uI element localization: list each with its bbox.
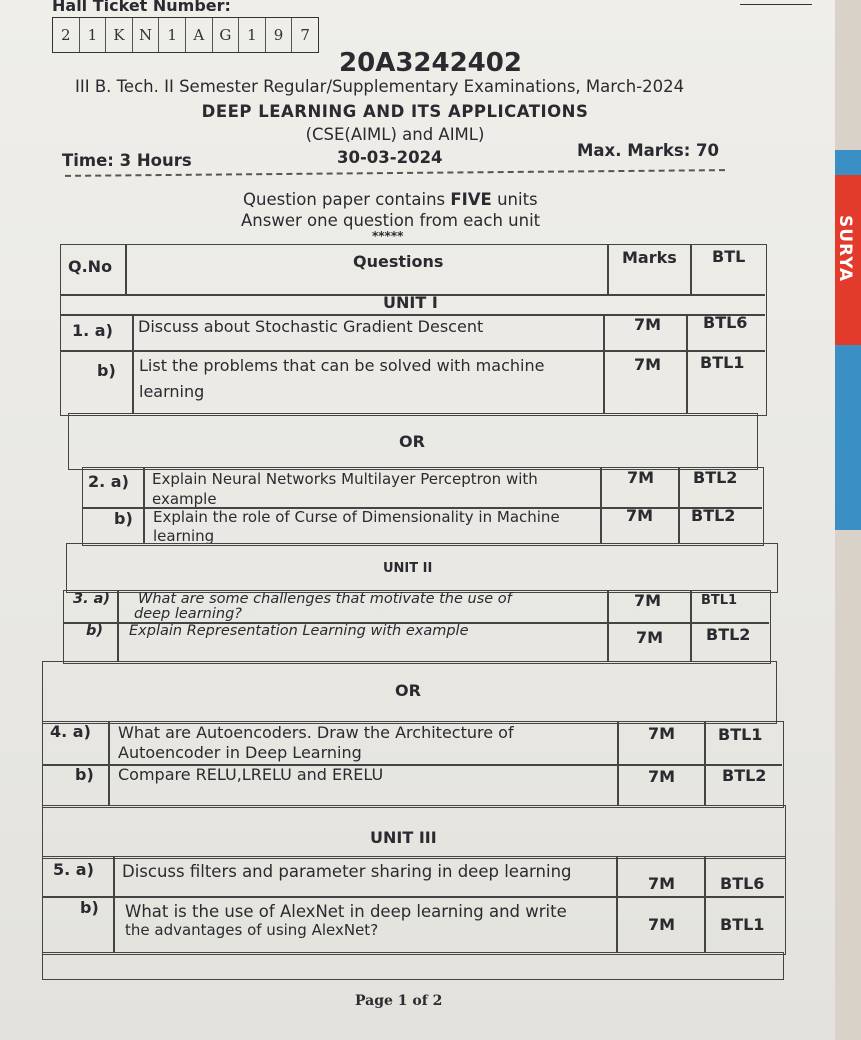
col-divider xyxy=(616,856,618,953)
question-number: 4. a) xyxy=(50,722,91,741)
page-footer: Page 1 of 2 xyxy=(355,993,443,1009)
question-text: Explain the role of Curse of Dimensionality in Machine xyxy=(153,508,560,526)
col-divider xyxy=(704,721,706,806)
question-btl: BTL2 xyxy=(722,766,767,785)
header-questions: Questions xyxy=(353,252,444,271)
or-label: OR xyxy=(395,681,421,700)
question-marks: 7M xyxy=(634,355,662,374)
col-divider xyxy=(125,244,127,294)
question-number: b) xyxy=(75,765,94,784)
col-divider xyxy=(686,314,688,414)
question-marks: 7M xyxy=(648,724,676,743)
exam-title: III B. Tech. II Semester Regular/Supplementary Examinations, March-2024 xyxy=(75,77,685,96)
question-text: Compare RELU,LRELU and ERELU xyxy=(118,765,384,784)
col-divider xyxy=(132,314,134,414)
question-text: What are some challenges that motivate the use of xyxy=(138,591,512,607)
col-divider xyxy=(607,244,609,294)
question-number: b) xyxy=(86,623,104,639)
question-marks: 7M xyxy=(648,767,676,786)
ticket-cell: 2 xyxy=(53,18,80,52)
question-btl: BTL1 xyxy=(720,915,765,934)
question-text: learning xyxy=(153,527,215,545)
question-number: b) xyxy=(97,361,116,380)
ticket-cell: 7 xyxy=(300,26,310,44)
question-marks: 7M xyxy=(627,468,655,487)
col-divider xyxy=(600,467,602,544)
exam-date: 30-03-2024 xyxy=(337,148,443,167)
unit-heading: UNIT I xyxy=(383,293,438,312)
question-text: learning xyxy=(139,382,205,401)
paper-code: 20A3242402 xyxy=(339,48,522,78)
blank-row xyxy=(42,952,784,980)
col-divider xyxy=(704,856,706,953)
question-text: What is the use of AlexNet in deep learning and write xyxy=(125,902,567,921)
unit-heading: UNIT II xyxy=(383,561,433,576)
question-text: What are Autoencoders. Draw the Architecture of xyxy=(118,723,514,742)
ticket-cell: G xyxy=(213,18,240,52)
question-text: List the problems that can be solved with machine xyxy=(139,356,545,375)
book-logo-text: SURYA xyxy=(835,215,855,283)
col-divider xyxy=(117,590,119,662)
header-qno: Q.No xyxy=(68,257,113,276)
question-marks: 7M xyxy=(648,874,676,893)
question-number: 5. a) xyxy=(53,860,94,879)
question-btl: BTL2 xyxy=(706,625,751,644)
col-divider xyxy=(607,590,609,662)
question-btl: BTL2 xyxy=(691,506,736,525)
col-divider xyxy=(603,314,605,414)
ticket-cell: 1 xyxy=(80,18,107,52)
question-text: Explain Neural Networks Multilayer Perceptron with xyxy=(152,470,538,488)
question-number: b) xyxy=(114,509,133,528)
question-marks: 7M xyxy=(626,506,654,525)
question-btl: BTL6 xyxy=(703,313,748,332)
row-divider xyxy=(60,350,765,352)
branch: (CSE(AIML) and AIML) xyxy=(305,125,485,144)
hall-ticket-label: Hall Ticket Number: xyxy=(52,0,231,15)
question-number: b) xyxy=(80,898,99,917)
instruction-answer: Answer one question from each unit xyxy=(241,211,541,230)
question-number: 3. a) xyxy=(73,591,111,607)
col-divider xyxy=(108,721,110,806)
ticket-cell: K xyxy=(106,18,133,52)
row-divider xyxy=(42,896,784,898)
question-text: Discuss filters and parameter sharing in deep learning xyxy=(122,862,572,881)
question-btl: BTL1 xyxy=(700,353,745,372)
question-btl: BTL1 xyxy=(718,725,763,744)
unit-heading: UNIT III xyxy=(370,828,437,847)
col-divider xyxy=(113,856,115,953)
question-text: deep learning? xyxy=(134,606,242,622)
question-number: 1. a) xyxy=(72,321,113,340)
question-btl: BTL2 xyxy=(693,468,738,487)
question-text: example xyxy=(152,490,217,508)
header-btl: BTL xyxy=(712,247,746,266)
header-divider xyxy=(65,169,725,177)
col-divider xyxy=(690,590,692,662)
col-divider xyxy=(690,244,692,294)
question-btl: BTL1 xyxy=(701,593,738,608)
col-divider xyxy=(617,721,619,806)
question-text: Explain Representation Learning with example xyxy=(129,623,469,639)
question-marks: 7M xyxy=(648,915,676,934)
question-marks: 7M xyxy=(636,628,664,647)
question-btl: BTL6 xyxy=(720,874,765,893)
col-divider xyxy=(143,467,145,544)
question-number: 2. a) xyxy=(88,472,129,491)
or-label: OR xyxy=(399,432,425,451)
ticket-cell: 1 xyxy=(239,18,266,52)
ticket-cell: 1 xyxy=(159,18,186,52)
ticket-cell: 9 xyxy=(266,18,293,52)
signature-line xyxy=(740,4,812,5)
question-text: the advantages of using AlexNet? xyxy=(125,921,379,939)
question-marks: 7M xyxy=(634,591,662,610)
instruction-units: Question paper contains FIVE units xyxy=(243,190,538,209)
exam-time: Time: 3 Hours xyxy=(62,151,192,170)
ticket-cell: N xyxy=(133,18,160,52)
max-marks: Max. Marks: 70 xyxy=(577,141,719,160)
separator-stars: ***** xyxy=(372,229,404,243)
ticket-cell: A xyxy=(186,18,213,52)
question-text: Autoencoder in Deep Learning xyxy=(118,743,362,762)
question-marks: 7M xyxy=(634,315,662,334)
question-text: Discuss about Stochastic Gradient Descent xyxy=(138,317,484,336)
subject-title: DEEP LEARNING AND ITS APPLICATIONS xyxy=(201,102,589,121)
header-marks: Marks xyxy=(622,248,677,267)
col-divider xyxy=(678,467,680,544)
